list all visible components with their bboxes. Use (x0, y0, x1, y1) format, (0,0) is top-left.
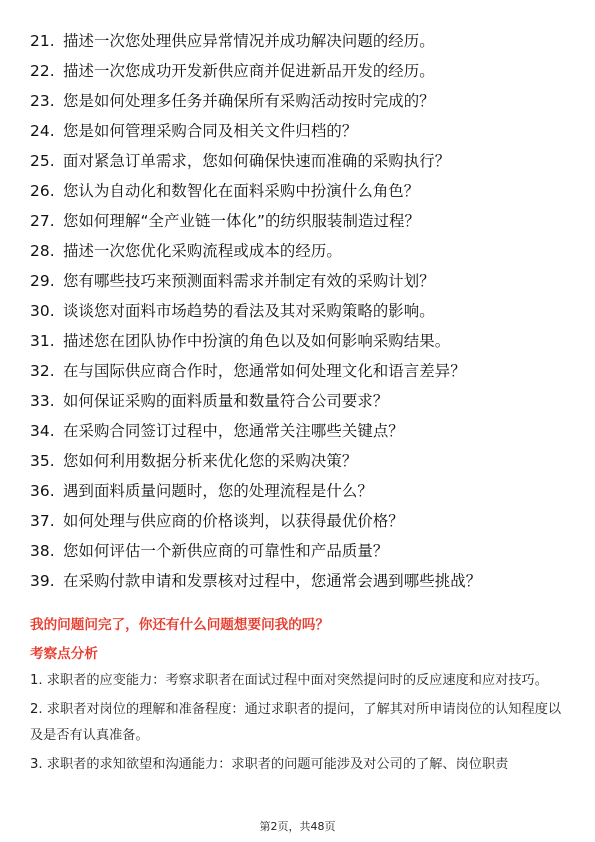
question-number: 22. (30, 62, 55, 80)
analysis-item-3: 3. 求职者的求知欲望和沟通能力：求职者的问题可能涉及对公司的了解、岗位职责 (30, 757, 509, 772)
question-number: 32. (30, 362, 55, 380)
question-number: 31. (30, 332, 55, 350)
question-item (30, 356, 570, 386)
question-number: 26. (30, 182, 55, 200)
question-number: 36. (30, 482, 55, 500)
question-item (30, 146, 570, 176)
question-number: 37. (30, 512, 55, 530)
question-text: 如何保证采购的面料质量和数量符合公司要求？ (63, 392, 389, 410)
question-text: 您如何评估一个新供应商的可靠性和产品质量？ (63, 542, 389, 560)
question-item (30, 296, 570, 326)
analysis-item-2: 2. 求职者对岗位的理解和准备程度：通过求职者的提问，了解其对所申请岗位的认知程度以及是否有认真准备。 (30, 702, 562, 743)
question-text: 您如何理解“全产业链一体化”的纺织服装制造过程？ (63, 212, 420, 230)
question-text: 描述您在团队协作中扮演的角色以及如何影响采购结果。 (63, 332, 451, 350)
analysis-list (30, 668, 570, 781)
question-item (30, 536, 570, 566)
question-item (30, 476, 570, 506)
question-number: 21. (30, 32, 55, 50)
question-text: 遇到面料质量问题时，您的处理流程是什么？ (63, 482, 373, 500)
question-number: 30. (30, 302, 55, 320)
question-text: 描述一次您处理供应异常情况并成功解决问题的经历。 (63, 32, 435, 50)
question-item (30, 116, 570, 146)
question-number: 24. (30, 122, 55, 140)
question-text: 描述一次您成功开发新供应商并促进新品开发的经历。 (63, 62, 435, 80)
question-text: 在采购合同签订过程中，您通常关注哪些关键点？ (63, 422, 404, 440)
question-number: 28. (30, 242, 55, 260)
question-text: 如何处理与供应商的价格谈判，以获得最优价格？ (63, 512, 404, 530)
question-number: 29. (30, 272, 55, 290)
question-item (30, 26, 570, 56)
analysis-item-1: 1. 求职者的应变能力：考察求职者在面试过程中面对突然提问时的反应速度和应对技巧。 (30, 673, 548, 688)
question-text: 描述一次您优化采购流程或成本的经历。 (63, 242, 342, 260)
question-text: 您是如何管理采购合同及相关文件归档的？ (63, 122, 358, 140)
question-item (30, 86, 570, 116)
question-item (30, 416, 570, 446)
question-number: 38. (30, 542, 55, 560)
question-item (30, 266, 570, 296)
question-text: 您如何利用数据分析来优化您的采购决策？ (63, 452, 358, 470)
page-footer: 第2页，共48页 (259, 820, 336, 833)
question-number: 25. (30, 152, 55, 170)
question-item (30, 446, 570, 476)
question-item (30, 566, 570, 596)
question-text: 您认为自动化和数智化在面料采购中扮演什么角色？ (63, 182, 420, 200)
question-item (30, 236, 570, 266)
question-text: 面对紧急订单需求，您如何确保快速而准确的采购执行？ (63, 152, 451, 170)
question-text: 在采购付款申请和发票核对过程中，您通常会遇到哪些挑战？ (63, 572, 482, 590)
question-number: 35. (30, 452, 55, 470)
closing-question: 我的问题问完了，你还有什么问题想要问我的吗？ (30, 617, 330, 633)
question-item (30, 326, 570, 356)
question-number: 34. (30, 422, 55, 440)
question-number: 27. (30, 212, 55, 230)
question-item (30, 56, 570, 86)
question-number: 39. (30, 572, 55, 590)
question-item (30, 386, 570, 416)
analysis-title: 考察点分析 (30, 646, 98, 662)
question-item (30, 176, 570, 206)
question-text: 您是如何处理多任务并确保所有采购活动按时完成的？ (63, 92, 435, 110)
question-number: 33. (30, 392, 55, 410)
question-item (30, 206, 570, 236)
question-text: 谈谈您对面料市场趋势的看法及其对采购策略的影响。 (63, 302, 435, 320)
question-text: 您有哪些技巧来预测面料需求并制定有效的采购计划？ (63, 272, 435, 290)
question-number: 23. (30, 92, 55, 110)
question-item (30, 506, 570, 536)
question-text: 在与国际供应商合作时，您通常如何处理文化和语言差异？ (63, 362, 466, 380)
question-list (30, 26, 570, 596)
